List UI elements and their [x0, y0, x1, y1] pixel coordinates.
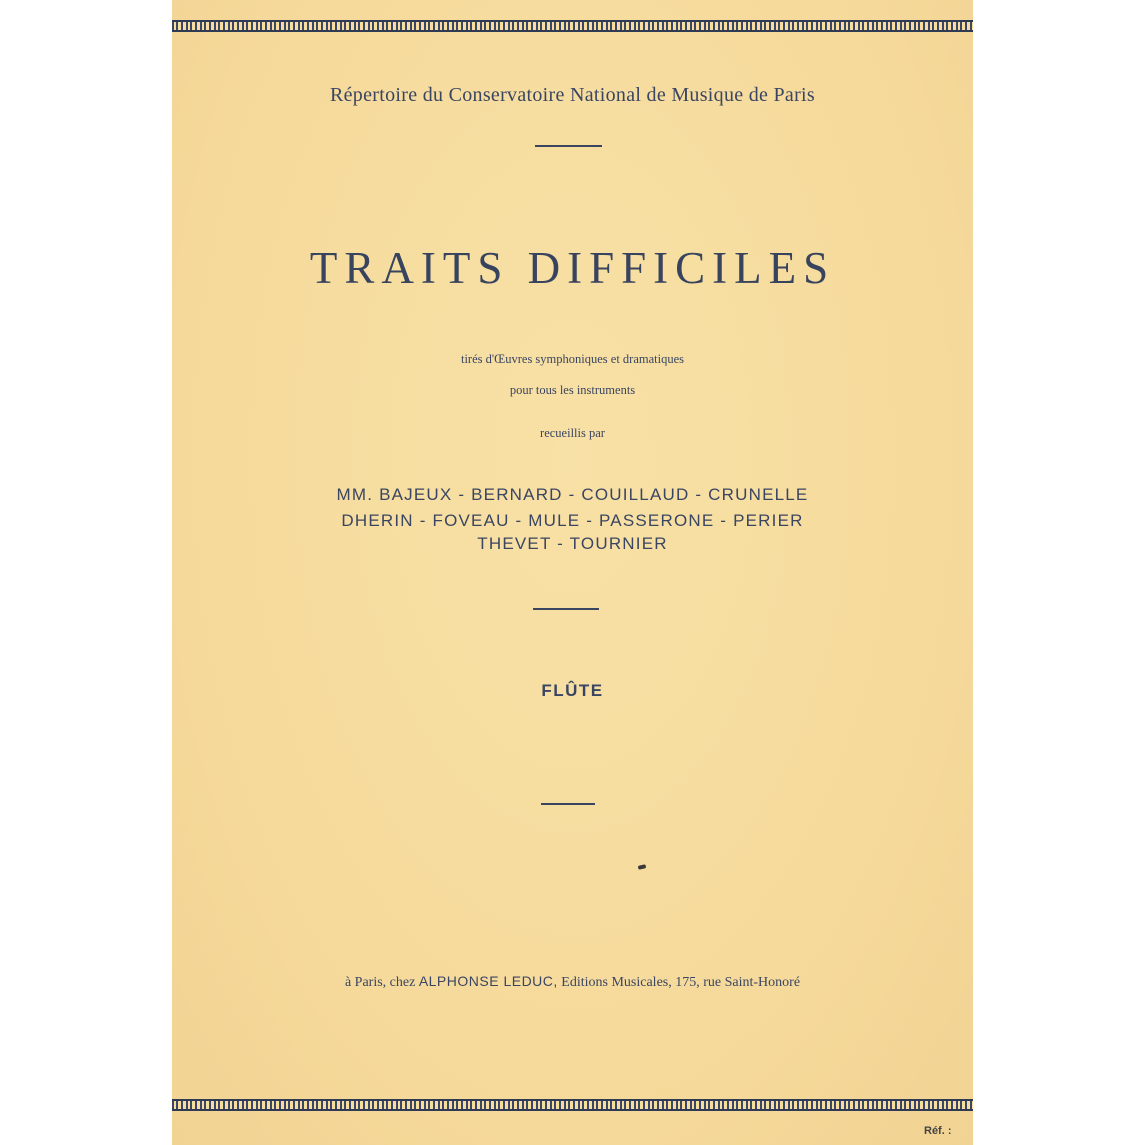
- divider-rule: [541, 803, 595, 805]
- composers-line-2: DHERIN - FOVEAU - MULE - PASSERONE - PERIER: [341, 511, 804, 530]
- composers-line-1: MM. BAJEUX - BERNARD - COUILLAUD - CRUNELLE: [336, 485, 809, 504]
- collected-by-label: recueillis par: [540, 426, 605, 440]
- reference-label: Réf. :: [924, 1125, 952, 1137]
- composers-line-3: THEVET - TOURNIER: [477, 534, 668, 553]
- decorative-border-bottom: [172, 1099, 973, 1111]
- sheet-music-cover: [172, 0, 973, 1145]
- repertoire-heading: Répertoire du Conservatoire National de Musique de Paris: [329, 84, 815, 106]
- ink-speck: [638, 864, 647, 870]
- publisher-suffix: Editions Musicales, 175, rue Saint-Honoré: [561, 975, 801, 990]
- divider-rule: [535, 145, 602, 147]
- divider-rule: [533, 608, 599, 610]
- decorative-border-top: [172, 20, 973, 32]
- instrument-label: FLÛTE: [541, 681, 604, 700]
- publisher-line: [172, 973, 973, 991]
- publisher-name: ALPHONSE LEDUC,: [418, 973, 558, 989]
- subtitle-line-2: pour tous les instruments: [509, 383, 636, 397]
- cover-title: TRAITS DIFFICILES: [309, 243, 836, 293]
- subtitle-line-1: tirés d'Œuvres symphoniques et dramatiques: [460, 352, 685, 366]
- publisher-prefix: à Paris, chez: [344, 975, 416, 990]
